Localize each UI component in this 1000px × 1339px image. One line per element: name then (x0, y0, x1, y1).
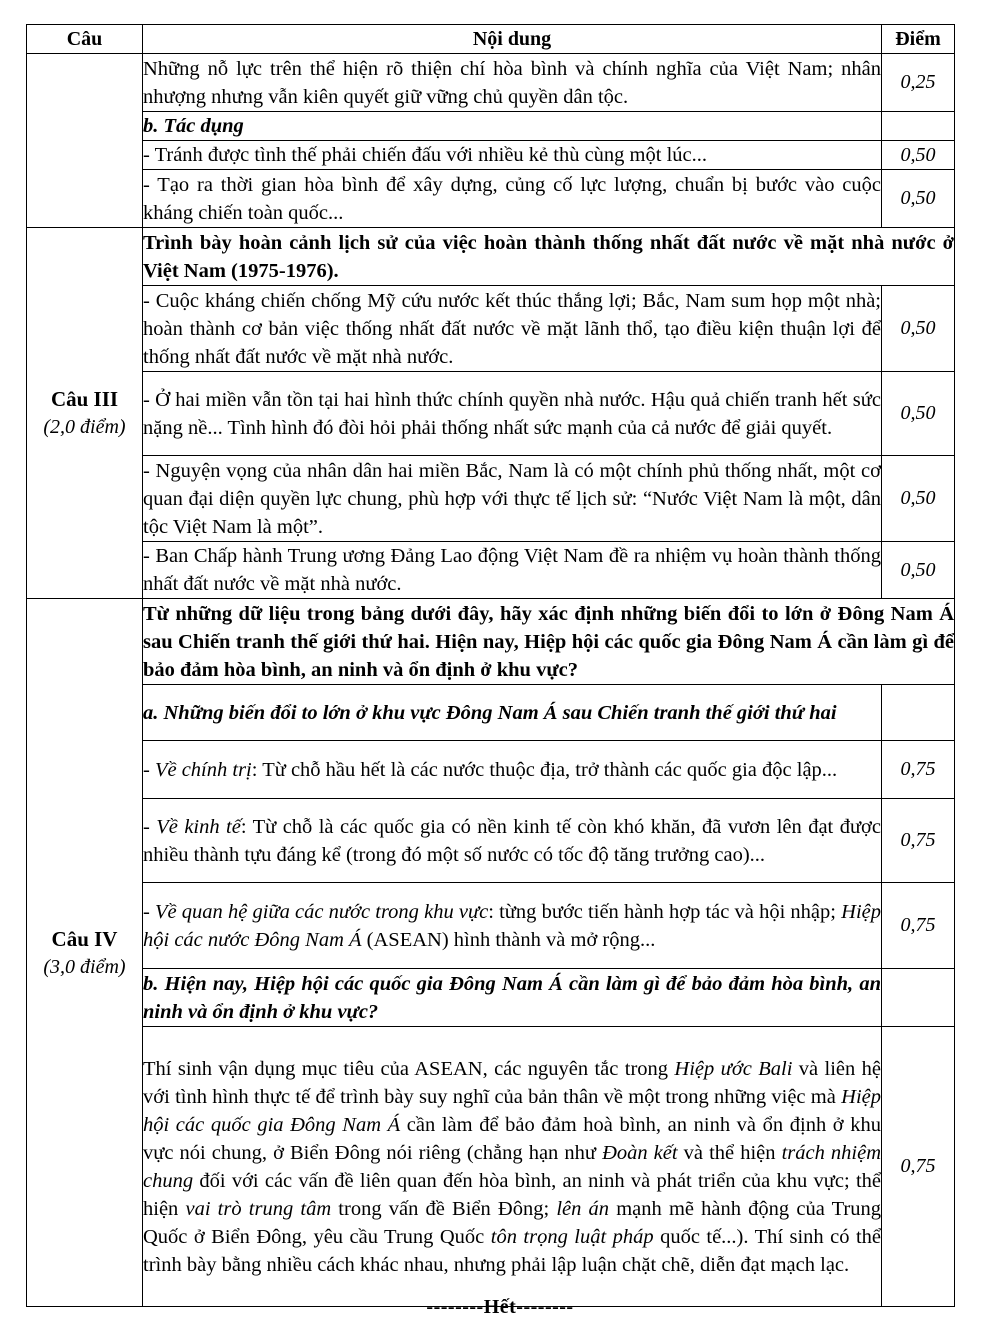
content-lead: - Về quan hệ giữa các nước trong khu vực (143, 900, 489, 923)
content-cell (143, 883, 882, 969)
question-points: (3,0 điểm) (43, 955, 126, 978)
score-cell-empty (882, 112, 955, 141)
table-row (27, 799, 955, 883)
score-cell: 0,50 (882, 141, 955, 170)
table-row (27, 599, 955, 685)
question-prompt: Từ những dữ liệu trong bảng dưới đây, hãy xác định những biến đổi to lớn ở Đông Nam Á sau Chiến tranh thế giới thứ hai. Hiện nay, Hiệp hội các quốc gia Đông Nam Á cần làm gì để bảo đảm hòa bình, an ninh và ổn định ở khu vực? (143, 599, 955, 685)
content-emphasis: Hiệp ước Bali (674, 1057, 793, 1080)
table-row (27, 883, 955, 969)
content-text: quốc tế...). Thí sinh có thể trình bày bằng nhiều cách khác nhau, nhưng phải lập luận chặt chẽ, diễn đạt mạch lạc. (143, 1225, 881, 1276)
content-emphasis: trách nhiệm chung (143, 1141, 882, 1192)
score-cell: 0,50 (882, 372, 955, 456)
score-cell-empty (882, 969, 955, 1027)
table-row (27, 969, 955, 1027)
table-row (27, 685, 955, 741)
content-text: trong vấn đề Biển Đông; (331, 1197, 557, 1220)
content-cell: - Tránh được tình thế phải chiến đấu với nhiều kẻ thù cùng một lúc... (143, 141, 882, 170)
content-cell: - Cuộc kháng chiến chống Mỹ cứu nước kết thúc thắng lợi; Bắc, Nam sum họp một nhà; hoàn thành cơ bản việc thống nhất đất nước về mặt lãnh thổ, tạo điều kiện thuận lợi để thống nhất đất nước về mặt nhà nước. (143, 286, 882, 372)
content-emphasis: Hiệp hội các nước Đông Nam Á (143, 900, 882, 951)
score-cell: 0,75 (882, 883, 955, 969)
table-row (27, 542, 955, 599)
table-row (27, 228, 955, 286)
end-marker: --------Hết-------- (426, 1296, 574, 1318)
content-emphasis: vai trò trung tâm (185, 1197, 332, 1220)
content-emphasis: Hiệp hội các quốc gia Đông Nam Á (143, 1085, 881, 1136)
content-text: Thí sinh vận dụng mục tiêu của ASEAN, các nguyên tắc trong (143, 1057, 675, 1080)
table-header-row (27, 25, 955, 54)
content-cell: - Nguyện vọng của nhân dân hai miền Bắc, Nam là có một chính phủ thống nhất, một cơ quan đại diện quyền lực chung, phù hợp với thực tế lịch sử: “Nước Việt Nam là một, dân tộc Việt Nam là một”. (143, 456, 882, 542)
content-emphasis: lên án (556, 1197, 610, 1220)
content-text: đối với các vấn đề liên quan đến hòa bình, an ninh và phát triển của khu vực; thể hiện (143, 1169, 881, 1220)
subheading-b: b. Hiện nay, Hiệp hội các quốc gia Đông Nam Á cần làm gì để bảo đảm hòa bình, an ninh và ổn định ở khu vực? (143, 969, 882, 1027)
answer-key-table (26, 24, 955, 1307)
table-row (27, 54, 955, 112)
content-cell: - Ban Chấp hành Trung ương Đảng Lao động Việt Nam đề ra nhiệm vụ hoàn thành thống nhất đất nước về mặt nhà nước. (143, 542, 882, 599)
score-cell: 0,50 (882, 542, 955, 599)
table-row (27, 141, 955, 170)
content-cell: - Ở hai miền vẫn tồn tại hai hình thức chính quyền nhà nước. Hậu quả chiến tranh hết sức nặng nề... Tình hình đó đòi hỏi phải thống nhất sức mạnh của cả nước để giải quyết. (143, 372, 882, 456)
content-lead: - Về chính trị (143, 758, 252, 781)
table-row (27, 456, 955, 542)
content-cell (143, 741, 882, 799)
content-cell (143, 1027, 882, 1307)
score-cell: 0,75 (882, 1027, 955, 1307)
content-text: mạnh mẽ hành động của Trung Quốc ở Biển Đông, yêu cầu Trung Quốc (143, 1197, 881, 1248)
content-emphasis: Đoàn kết (602, 1141, 678, 1164)
content-text: cần làm để bảo đảm hoà bình, an ninh và ổn định ở khu vực nói chung, ở Biển Đông nói riêng (chẳng hạn như (143, 1113, 882, 1164)
content-text: : Từ chỗ hầu hết là các nước thuộc địa, trở thành các quốc gia độc lập... (251, 758, 838, 781)
content-cell (143, 799, 882, 883)
header-content: Nội dung (143, 25, 882, 54)
content-text: : từng bước tiến hành hợp tác và hội nhập; (488, 900, 842, 923)
header-score: Điểm (882, 25, 955, 54)
table-row (27, 372, 955, 456)
score-cell: 0,25 (882, 54, 955, 112)
content-cell: - Tạo ra thời gian hòa bình để xây dựng, củng cố lực lượng, chuẩn bị bước vào cuộc kháng chiến toàn quốc... (143, 170, 882, 228)
content-cell: Những nỗ lực trên thể hiện rõ thiện chí hòa bình và chính nghĩa của Việt Nam; nhân nhượng nhưng vẫn kiên quyết giữ vững chủ quyền dân tộc. (143, 54, 882, 112)
header-question: Câu (27, 25, 143, 54)
score-cell: 0,75 (882, 741, 955, 799)
content-text: và thể hiện (677, 1141, 782, 1164)
subheading-a: a. Những biến đổi to lớn ở khu vực Đông Nam Á sau Chiến tranh thế giới thứ hai (143, 685, 882, 741)
content-text: (ASEAN) hình thành và mở rộng... (361, 928, 656, 951)
content-text: và liên hệ với tình hình thực tế để trình bày suy nghĩ của bản thân về một trong những việc mà (143, 1057, 881, 1108)
table-row (27, 170, 955, 228)
question-cell-4 (27, 599, 143, 1307)
question-cell-3 (27, 228, 143, 599)
score-cell: 0,50 (882, 286, 955, 372)
question-cell-continued (27, 54, 143, 228)
subheading-b: b. Tác dụng (143, 112, 882, 141)
question-points: (2,0 điểm) (43, 416, 126, 438)
table-row (27, 286, 955, 372)
question-prompt: Trình bày hoàn cảnh lịch sử của việc hoàn thành thống nhất đất nước về mặt nhà nước ở Việt Nam (1975-1976). (143, 228, 955, 286)
score-cell-empty (882, 685, 955, 741)
table-row (27, 112, 955, 141)
score-cell: 0,75 (882, 799, 955, 883)
content-emphasis: tôn trọng luật pháp (490, 1225, 654, 1248)
score-cell: 0,50 (882, 456, 955, 542)
table-row (27, 741, 955, 799)
question-label: Câu III (50, 387, 119, 411)
content-lead: - Về kinh tế (143, 815, 241, 838)
score-cell: 0,50 (882, 170, 955, 228)
question-label: Câu IV (51, 926, 118, 951)
content-text: : Từ chỗ là các quốc gia có nền kinh tế còn khó khăn, đã vươn lên đạt được nhiều thành tựu đáng kể (trong đó một số nước có tốc độ tăng trưởng cao)... (143, 815, 881, 866)
table-row (27, 1027, 955, 1307)
